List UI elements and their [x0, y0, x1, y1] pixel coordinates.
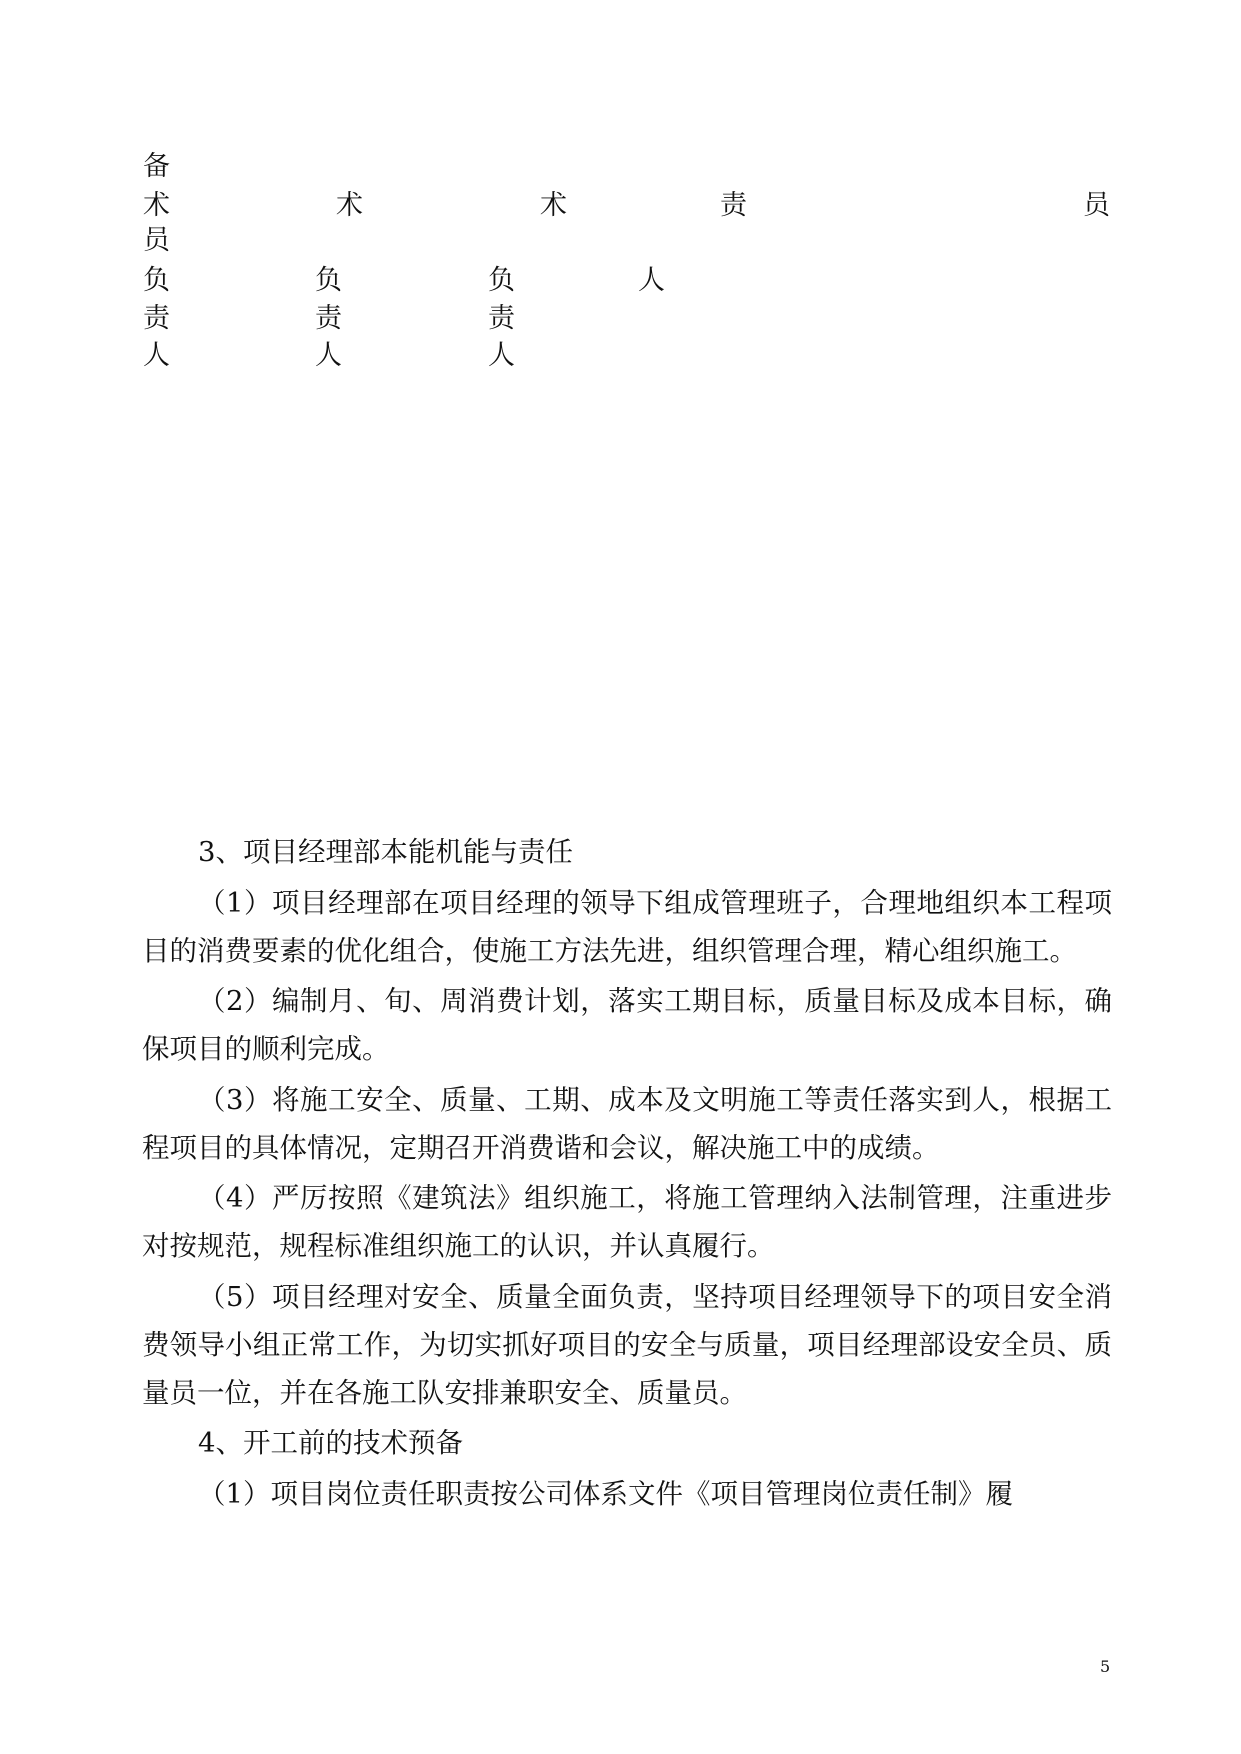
table-cell-text: 员 — [1083, 190, 1110, 221]
table-cell-text: 负 — [488, 265, 515, 296]
paragraph: （4）严厉按照《建筑法》组织施工，将施工管理纳入法制管理，注重进步对按规范，规程标准组织施工的认识，并认真履行。 — [142, 1182, 1112, 1262]
table-cell-text: 人 — [315, 340, 342, 371]
section-heading: 4、开工前的技术预备 — [198, 1427, 463, 1459]
table-cell-text: 人 — [143, 340, 170, 371]
table-cell-text: 责 — [315, 303, 342, 334]
table-cell-text: 责 — [488, 303, 515, 334]
body-text — [142, 828, 1112, 1520]
table-cell-text: 术 — [336, 190, 363, 221]
table-cell-text: 人 — [638, 265, 665, 296]
paragraph: （1）项目岗位责任职责按公司体系文件《项目管理岗位责任制》履 — [198, 1477, 1013, 1510]
page-number: 5 — [1100, 1657, 1111, 1676]
table-cell-text: 负 — [143, 265, 170, 296]
table-cell-text: 责 — [720, 190, 747, 221]
table-cell-text: 员 — [143, 225, 170, 256]
table-cell-text: 备 — [143, 151, 170, 182]
paragraph: （2）编制月、旬、周消费计划，落实工期目标，质量目标及成本目标，确保项目的顺利完成。 — [142, 985, 1112, 1065]
table-cell-text: 人 — [488, 340, 515, 371]
paragraph: （3）将施工安全、质量、工期、成本及文明施工等责任落实到人，根据工程项目的具体情况，定期召开消费谐和会议，解决施工中的成绩。 — [142, 1083, 1112, 1164]
table-cell-text: 责 — [143, 303, 170, 334]
section-heading: 3、项目经理部本能机能与责任 — [198, 836, 573, 868]
table-cell-text: 负 — [315, 265, 342, 296]
paragraph: （1）项目经理部在项目经理的领导下组成管理班子，合理地组织本工程项目的消费要素的优化组合，使施工方法先进，组织管理合理，精心组织施工。 — [142, 886, 1112, 967]
paragraph: （5）项目经理对安全、质量全面负责，坚持项目经理领导下的项目安全消费领导小组正常工作，为切实抓好项目的安全与质量，项目经理部设安全员、质量员一位，并在各施工队安排兼职安全、质量员。 — [142, 1280, 1112, 1409]
table-cell-text: 术 — [143, 190, 170, 221]
table-cell-text: 术 — [540, 190, 567, 221]
